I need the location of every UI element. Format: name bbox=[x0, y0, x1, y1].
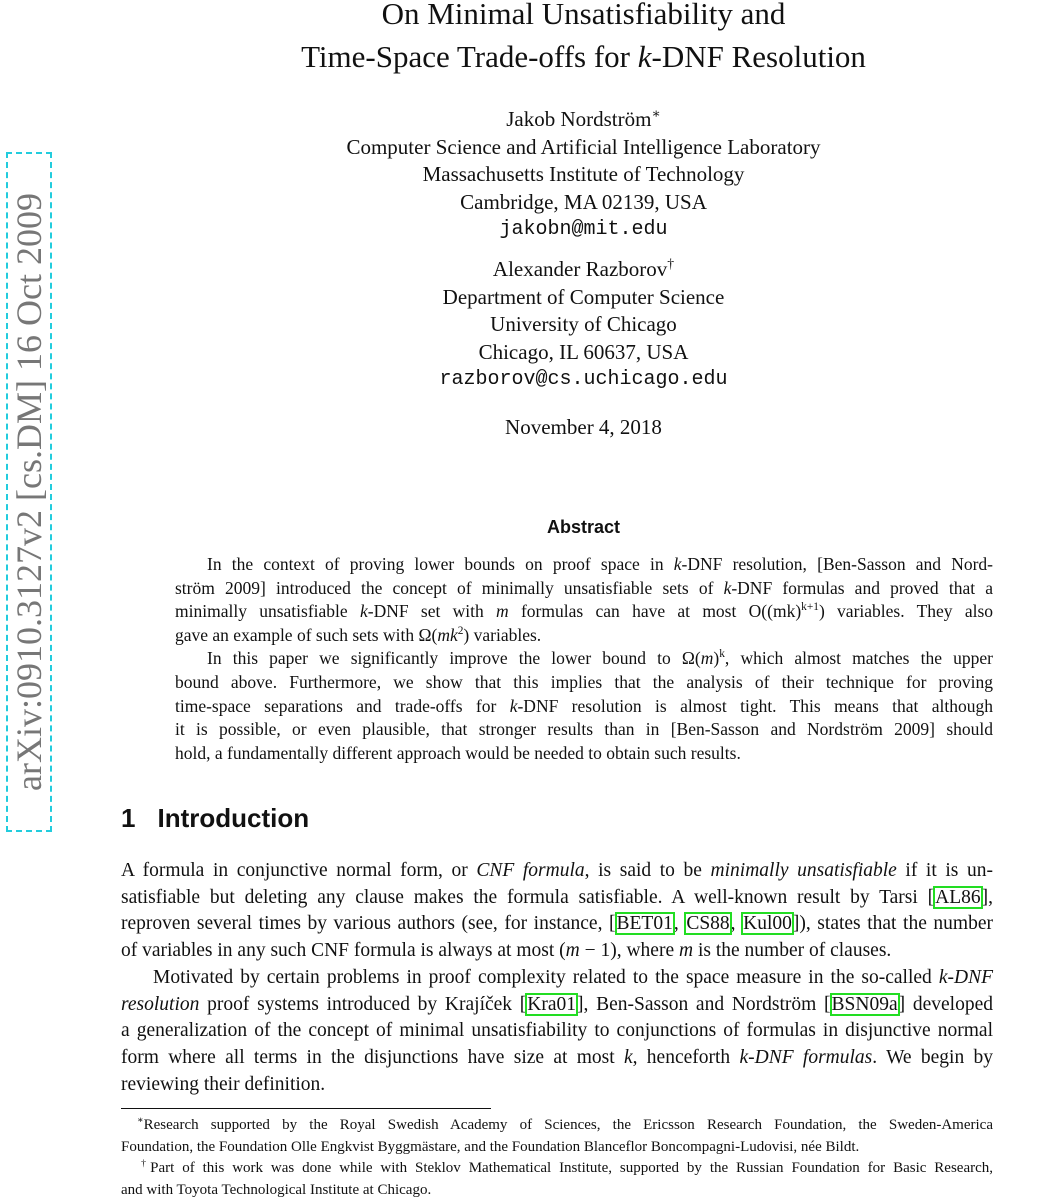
author-block-1 bbox=[60, 106, 1047, 244]
title-text: Time-Space Trade-offs for bbox=[301, 39, 638, 74]
text-segment: ∗ bbox=[137, 1115, 144, 1126]
abstract-body bbox=[175, 553, 993, 765]
emphasis-text: minimally unsatisfiable bbox=[711, 860, 897, 881]
citation-link[interactable]: Kra01 bbox=[526, 994, 577, 1015]
text-segment: − 1), where bbox=[580, 940, 679, 961]
emphasis-text: m bbox=[679, 940, 693, 961]
text-segment: , which almost matches the upper bbox=[725, 648, 993, 668]
text-line bbox=[175, 742, 993, 766]
emphasis-text: mk bbox=[437, 625, 457, 645]
text-segment: k+1 bbox=[801, 601, 819, 613]
emphasis-text: k bbox=[360, 601, 368, 621]
text-segment: -DNF resolution is almost tight. This means that although bbox=[517, 696, 993, 716]
text-segment: form where all terms in the disjunctions have size at most bbox=[121, 1047, 624, 1068]
citation-link[interactable]: BET01 bbox=[616, 913, 674, 934]
emphasis-text: k bbox=[510, 696, 518, 716]
footnote-mark: † bbox=[667, 256, 674, 271]
author-affiliation: University of Chicago bbox=[60, 311, 1047, 339]
emphasis-text: m bbox=[566, 940, 580, 961]
text-segment: Motivated by certain problems in proof complexity related to the space measure in the so-called bbox=[153, 967, 939, 988]
text-segment: Part of this work was done while with Steklov Mathematical Institute, supported by the Russian Foundation for Basic Research, bbox=[150, 1160, 993, 1176]
text-segment: is the number of clauses. bbox=[693, 940, 891, 961]
text-line bbox=[175, 647, 993, 671]
text-segment: ], bbox=[982, 887, 993, 908]
emphasis-text: resolution bbox=[121, 994, 199, 1015]
text-line bbox=[121, 992, 993, 1019]
abstract-heading: Abstract bbox=[60, 517, 1047, 538]
footnote-mark: ∗ bbox=[651, 106, 660, 121]
arxiv-stamp-text: arXiv:0910.3127v2 [cs.DM] 16 Oct 2009 bbox=[8, 193, 50, 791]
text-line bbox=[121, 1115, 993, 1137]
author-block-2 bbox=[60, 256, 1047, 394]
emphasis-text: k-DNF bbox=[939, 967, 993, 988]
text-line bbox=[121, 1180, 993, 1201]
text-segment: ström 2009] introduced the concept of minimally unsatisfiable sets of bbox=[175, 578, 724, 598]
text-segment: † bbox=[137, 1158, 150, 1169]
text-segment: bound above. Furthermore, we show that this implies that the analysis of their technique for proving bbox=[175, 672, 993, 692]
text-line bbox=[175, 624, 993, 648]
author-affiliation: Computer Science and Artificial Intelligence Laboratory bbox=[60, 134, 1047, 162]
author-name bbox=[60, 106, 1047, 134]
text-segment: -DNF formulas and proved that a bbox=[731, 578, 993, 598]
section-number: 1 bbox=[121, 803, 135, 833]
paper-title bbox=[60, 0, 1047, 78]
author-email[interactable]: razborov@cs.uchicago.edu bbox=[60, 366, 1047, 394]
text-segment: variables. They also bbox=[825, 601, 993, 621]
section-title: Introduction bbox=[157, 803, 309, 833]
text-segment: hold, a fundamentally different approach would be needed to obtain such results. bbox=[175, 743, 741, 763]
author-affiliation: Massachusetts Institute of Technology bbox=[60, 161, 1047, 189]
title-text: -DNF Resolution bbox=[652, 39, 866, 74]
text-segment: time-space separations and trade-offs for bbox=[175, 696, 510, 716]
author-affiliation: Department of Computer Science bbox=[60, 284, 1047, 312]
text-line bbox=[121, 1137, 993, 1159]
text-segment: minimally unsatisfiable bbox=[175, 601, 360, 621]
citation-link[interactable]: Kul00 bbox=[742, 913, 793, 934]
footnotes bbox=[121, 1115, 993, 1201]
text-segment: Research supported by the Royal Swedish Academy of Sciences, the Ericsson Research Foundation, the Sweden-America bbox=[144, 1117, 993, 1133]
footnote-rule bbox=[121, 1108, 491, 1109]
text-segment: ) bbox=[713, 648, 719, 668]
text-line bbox=[175, 718, 993, 742]
emphasis-text: CNF formula bbox=[476, 860, 584, 881]
text-segment: , bbox=[674, 913, 685, 934]
author-name-text: Jakob Nordström bbox=[506, 107, 651, 131]
text-segment: it is possible, or even plausible, that stronger results than in [Ben-Sasson and Nordström 2009] should bbox=[175, 719, 993, 739]
text-line bbox=[175, 695, 993, 719]
text-segment: 2 bbox=[458, 625, 464, 637]
text-segment: reviewing their definition. bbox=[121, 1074, 325, 1095]
author-affiliation: Chicago, IL 60637, USA bbox=[60, 339, 1047, 367]
text-segment: -DNF resolution, [Ben-Sasson and Nord- bbox=[682, 554, 993, 574]
text-segment: , henceforth bbox=[633, 1047, 740, 1068]
emphasis-text: k bbox=[724, 578, 732, 598]
emphasis-text: k bbox=[624, 1047, 633, 1068]
text-line bbox=[121, 885, 993, 912]
text-segment: Foundation, the Foundation Olle Engkvist Byggmästare, and the Foundation Blanceflor Boncompagni-Ludovisi, née Bildt. bbox=[121, 1139, 859, 1155]
text-segment: ]), states that the number bbox=[793, 913, 993, 934]
text-segment: ) variables. bbox=[463, 625, 541, 645]
text-segment: -DNF set with bbox=[368, 601, 496, 621]
text-segment: reproven several times by various authors (see, for instance, [ bbox=[121, 913, 616, 934]
emphasis-text: m bbox=[496, 601, 509, 621]
text-segment: satisfiable but deleting any clause makes the formula satisfiable. A well-known result by Tarsi [ bbox=[121, 887, 934, 908]
text-segment: and with Toyota Technological Institute at Chicago. bbox=[121, 1182, 431, 1198]
emphasis-text: k-DNF formulas bbox=[739, 1047, 872, 1068]
title-line-2 bbox=[60, 35, 1047, 78]
text-segment: In the context of proving lower bounds on proof space in bbox=[207, 554, 674, 574]
text-segment: k bbox=[719, 649, 725, 661]
text-segment: . We begin by bbox=[872, 1047, 993, 1068]
text-segment: ] developed bbox=[899, 994, 993, 1015]
author-affiliation: Cambridge, MA 02139, USA bbox=[60, 189, 1047, 217]
text-segment: In this paper we significantly improve the lower bound to Ω( bbox=[207, 648, 701, 668]
text-segment: proof systems introduced by Krajíček [ bbox=[199, 994, 526, 1015]
citation-link[interactable]: BSN09a bbox=[831, 994, 899, 1015]
author-name-text: Alexander Razborov bbox=[493, 257, 667, 281]
text-segment: A formula in conjunctive normal form, or bbox=[121, 860, 476, 881]
author-email[interactable]: jakobn@mit.edu bbox=[60, 216, 1047, 244]
text-line bbox=[121, 1045, 993, 1072]
citation-link[interactable]: AL86 bbox=[934, 887, 982, 908]
title-line-1: On Minimal Unsatisfiability and bbox=[60, 0, 1047, 35]
text-line bbox=[175, 671, 993, 695]
text-line bbox=[121, 911, 993, 938]
text-line bbox=[121, 1158, 993, 1180]
text-line bbox=[121, 965, 993, 992]
section-heading bbox=[121, 803, 309, 834]
text-line bbox=[121, 858, 993, 885]
text-line bbox=[121, 1018, 993, 1045]
text-segment: ((mk) bbox=[761, 601, 801, 621]
text-line bbox=[121, 1072, 993, 1099]
author-name bbox=[60, 256, 1047, 284]
emphasis-text: k bbox=[674, 554, 682, 574]
text-segment: of variables in any such CNF formula is always at most ( bbox=[121, 940, 566, 961]
text-segment: a generalization of the concept of minimal unsatisfiability to conjunctions of formulas in disjunctive normal bbox=[121, 1020, 993, 1041]
text-segment: formulas can have at most O bbox=[509, 601, 762, 621]
text-line bbox=[175, 577, 993, 601]
text-segment: if it is un- bbox=[897, 860, 993, 881]
text-segment: , bbox=[731, 913, 742, 934]
arxiv-stamp bbox=[6, 152, 52, 832]
text-segment: gave an example of such sets with Ω( bbox=[175, 625, 437, 645]
citation-link[interactable]: CS88 bbox=[685, 913, 730, 934]
text-segment: ) bbox=[819, 601, 825, 621]
text-segment: ], Ben-Sasson and Nordström [ bbox=[577, 994, 831, 1015]
introduction-body bbox=[121, 858, 993, 1098]
title-math-k: k bbox=[638, 39, 652, 74]
emphasis-text: m bbox=[701, 648, 714, 668]
text-line bbox=[175, 600, 993, 624]
paper-date: November 4, 2018 bbox=[60, 414, 1047, 442]
text-line bbox=[175, 553, 993, 577]
text-line bbox=[121, 938, 993, 965]
text-segment: , is said to be bbox=[585, 860, 711, 881]
